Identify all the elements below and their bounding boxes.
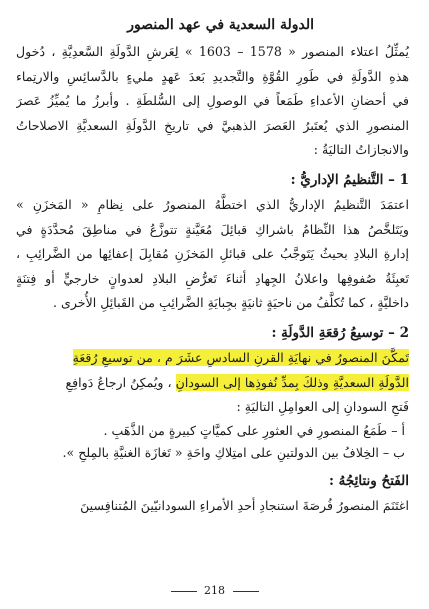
page-title: الدولة السعدية في عهد المنصور [127,17,314,33]
text-line: داخليَّةٍ ، كما تُكلَّفُ من ناحيَةٍ ثانيَةٍ بجِبايَةِ الضَّرائِبِ من القَبائِلِ الأُخرى . [52,295,409,311]
text-line: فَتحِ السودانِ إلى العوامِلِ التاليَةِ : [236,399,409,415]
text-fragment: ، ويُمكِنُ ارجاعُ دَوافِعِ [65,374,172,390]
text-line: تَعبِئَةُ صُفوفِها واعلانُ الجِهادِ أثناءَ تَعرُّضِ البلادِ لعدوانٍ خارجيٍّ أو فِتنَةٍ [16,270,409,286]
page-number: 218 [204,584,225,597]
text-line: والانجازاتُ التاليَةُ : [313,142,409,158]
list-item: أ – طَمَعُ المنصورِ في العثورِ على كميَّاتٍ كبيرةٍ من الذَّهَبِ . [103,422,405,438]
text-line [16,371,409,396]
text-line: اعتمَدَ التَّنظيمُ الإداريُّ الذي اختطَّهُ المنصورُ على نِظامِ « المَخزَنِ » [16,196,409,212]
footer-dash [233,591,259,592]
section-heading-conquest: الفَتحُ ونتائِجُهُ : [328,472,409,489]
section-administration-paragraph [16,193,409,316]
text-line [16,346,409,371]
intro-paragraph [16,40,409,163]
footer-dash [171,591,197,592]
text-line: المنصورِ الذي يُعتَبرُ العَصرَ الذهبيَّ في تاريخِ الدَّولَةِ السعديَّةِ الاصلاحاتُ [16,117,409,133]
highlighted-text: تَمكَّنَ المنصورُ في نهايَةِ القرنِ السادسِ عشَرَ م ، من توسيعِ رُقعَةِ [72,349,409,365]
text-line: في أحضانِ الأعداءِ طَمَعاً في الوصولِ إلى السُّلطَةِ . وأبرزُ ما يُميِّزُ عَصرَ [16,93,409,109]
text-line: إدارةِ البلادِ بحيثُ يَتَوجَّبُ على قبائلِ المَخزَنِ مُقابِلَ إعفائِها من الضَّرائِبِ ، [16,246,409,262]
list-item: ب – الخِلافُ بين الدولتينِ على امتِلاكِ واحَةِ « تَغازَة الغنيَّةِ بالمِلحِ ». [62,444,405,460]
text-line: ويَتَلخَّصُ هذا النِّظامُ باشراكِ قبائِلَ مُعَيَّنةٍ تتوزَّعُ في مناطِقَ مُحدَّدَةٍ في [16,221,409,237]
text-line: هذهِ الدَّولَةِ في طَورِ القُوَّةِ والتَّجديدِ بَعدَ عَهدٍ مليءٍ بالدَّسائِسِ والارتِماء [16,68,409,84]
section-expansion-paragraph [16,346,409,464]
highlighted-text: الدَّولَةِ السعديَّةِ وذلكَ بِمدِّ نُفوذِها إلى السودانِ [175,374,409,390]
page-footer [0,584,429,597]
text-line: اغتَنَمَ المنصورُ فُرصَةَ استنجادِ أحدِ الأمراءِ السودانيّينَ المُتنافِسينَ [80,497,409,513]
text-line: يُمثِّلُ اعتلاء المنصور « 1578 – 1603 » لِعَرشِ الدَّولَةِ السَّعدِيَّةِ ، دُخول [16,44,409,59]
section-heading-administration: 1 – التَّنظيمُ الإداريُّ : [290,171,409,188]
section-heading-expansion: 2 – توسيعُ رُقعَةِ الدَّولَةِ : [271,324,409,341]
